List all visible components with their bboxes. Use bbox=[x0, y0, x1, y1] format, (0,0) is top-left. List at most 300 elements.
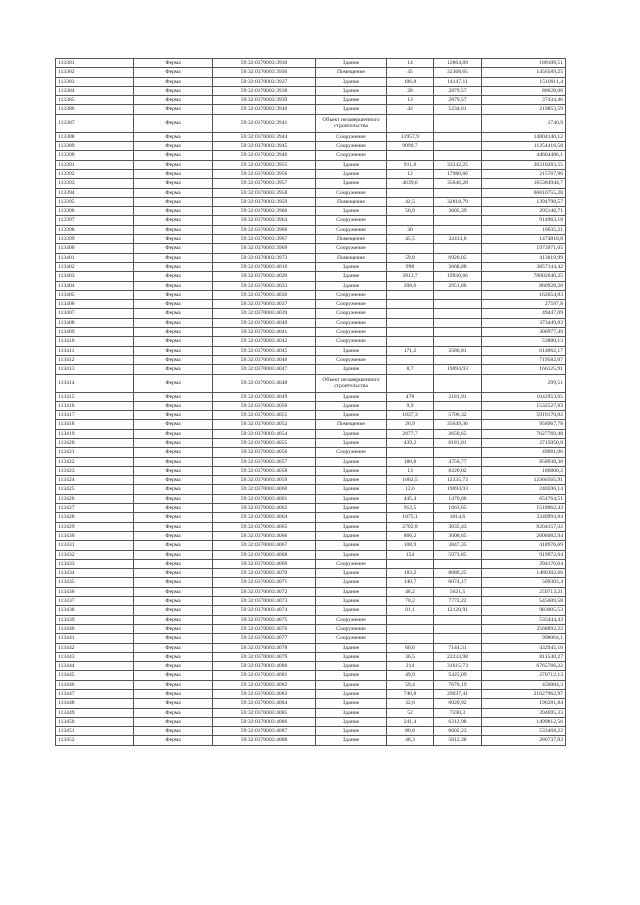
row-number-cell: 113412 bbox=[56, 355, 134, 364]
area-cell: 49,9 bbox=[387, 671, 434, 680]
cadastral-value-cell: 8204157,32 bbox=[482, 522, 566, 531]
cadastral-number-cell: 59:32:0370003:4070 bbox=[213, 569, 316, 578]
area-cell bbox=[387, 337, 434, 346]
cadastral-number-cell: 59:32:0370003:4050 bbox=[213, 401, 316, 410]
cadastral-value-cell: 106860,2 bbox=[482, 466, 566, 475]
area-cell bbox=[387, 374, 434, 392]
area-cell: 912,5 bbox=[387, 504, 434, 513]
row-number-cell: 113397 bbox=[56, 216, 134, 225]
object-type-cell: Здание bbox=[316, 569, 387, 578]
table-row bbox=[56, 132, 566, 141]
cadastral-value-cell: 270712,13 bbox=[482, 671, 566, 680]
object-name-cell: Ферма bbox=[134, 374, 213, 392]
cadastral-value-cell: 914963,18 bbox=[482, 216, 566, 225]
row-number-cell: 113436 bbox=[56, 587, 134, 596]
object-type-cell: Здание bbox=[316, 86, 387, 95]
area-cell: 11957,9 bbox=[387, 132, 434, 141]
area-cell: 26,9 bbox=[387, 420, 434, 429]
specific-value-cell: 5973,85 bbox=[434, 550, 482, 559]
cadastral-value-cell: 2715050,8 bbox=[482, 438, 566, 447]
object-type-cell: Здание bbox=[316, 652, 387, 661]
object-name-cell: Ферма bbox=[134, 429, 213, 438]
specific-value-cell: 12335,73 bbox=[434, 476, 482, 485]
specific-value-cell: 1470,06 bbox=[434, 494, 482, 503]
table-row bbox=[56, 485, 566, 494]
object-type-cell: Помещение bbox=[316, 420, 387, 429]
cadastral-value-cell: 205146,71 bbox=[482, 207, 566, 216]
cadastral-value-cell: 14804140,12 bbox=[482, 132, 566, 141]
row-number-cell: 113425 bbox=[56, 485, 134, 494]
specific-value-cell: 3847,35 bbox=[434, 541, 482, 550]
area-cell: 59,4 bbox=[387, 680, 434, 689]
specific-value-cell bbox=[434, 401, 482, 410]
row-number-cell: 113440 bbox=[56, 624, 134, 633]
cadastral-number-cell: 59:32:0370003:3939 bbox=[213, 96, 316, 105]
area-cell: 56,9 bbox=[387, 207, 434, 216]
cadastral-number-cell: 59:32:0370003:4052 bbox=[213, 420, 316, 429]
object-type-cell: Здание bbox=[316, 494, 387, 503]
object-name-cell: Ферма bbox=[134, 597, 213, 606]
cadastral-value-cell: 3240993,84 bbox=[482, 513, 566, 522]
specific-value-cell: 2879,57 bbox=[434, 96, 482, 105]
table-row bbox=[56, 142, 566, 151]
cadastral-value-cell: 413819,99 bbox=[482, 253, 566, 262]
area-cell: 911,8 bbox=[387, 160, 434, 169]
cadastral-number-cell: 59:32:0370003:4051 bbox=[213, 411, 316, 420]
cadastral-value-cell: 180108,51 bbox=[482, 59, 566, 68]
cadastral-value-cell: 6765766,22 bbox=[482, 662, 566, 671]
object-name-cell: Ферма bbox=[134, 531, 213, 540]
table-row bbox=[56, 550, 566, 559]
cadastral-number-cell: 59:32:0370003:4037 bbox=[213, 300, 316, 309]
cadastral-number-cell: 59:32:0370003:4076 bbox=[213, 624, 316, 633]
cadastral-value-cell: 456084,3 bbox=[482, 680, 566, 689]
area-cell: 866,2 bbox=[387, 531, 434, 540]
area-cell bbox=[387, 634, 434, 643]
area-cell: 60,6 bbox=[387, 643, 434, 652]
cadastral-value-cell: 1740,9 bbox=[482, 114, 566, 132]
cadastral-number-cell: 59:32:0370003:4062 bbox=[213, 504, 316, 513]
cadastral-value-cell: 1499812,56 bbox=[482, 717, 566, 726]
cadastral-number-cell: 59:32:0370003:4055 bbox=[213, 438, 316, 447]
table-row bbox=[56, 513, 566, 522]
cadastral-value-cell: 919972,04 bbox=[482, 550, 566, 559]
specific-value-cell: 6181,81 bbox=[434, 438, 482, 447]
row-number-cell: 113434 bbox=[56, 569, 134, 578]
object-name-cell: Ферма bbox=[134, 188, 213, 197]
row-number-cell: 113394 bbox=[56, 188, 134, 197]
area-cell: 81,1 bbox=[387, 606, 434, 615]
table-row bbox=[56, 179, 566, 188]
object-type-cell: Здание bbox=[316, 597, 387, 606]
row-number-cell: 113450 bbox=[56, 717, 134, 726]
object-name-cell: Ферма bbox=[134, 216, 213, 225]
specific-value-cell: 6920,05 bbox=[434, 253, 482, 262]
specific-value-cell bbox=[434, 300, 482, 309]
specific-value-cell: 7590,3 bbox=[434, 708, 482, 717]
area-cell: 80,8 bbox=[387, 727, 434, 736]
object-name-cell: Ферма bbox=[134, 77, 213, 86]
cadastral-value-cell: 432945,16 bbox=[482, 643, 566, 652]
cadastral-value-cell: 2606082,94 bbox=[482, 531, 566, 540]
object-name-cell: Ферма bbox=[134, 494, 213, 503]
cadastral-number-cell: 59:32:0370003:3936 bbox=[213, 68, 316, 77]
cadastral-number-cell: 59:32:0370003:3960 bbox=[213, 207, 316, 216]
area-cell: 14 bbox=[387, 59, 434, 68]
row-number-cell: 113426 bbox=[56, 494, 134, 503]
table-row bbox=[56, 197, 566, 206]
table-row bbox=[56, 86, 566, 95]
object-name-cell: Ферма bbox=[134, 624, 213, 633]
area-cell bbox=[387, 216, 434, 225]
cadastral-value-cell: 1394798,57 bbox=[482, 197, 566, 206]
cadastral-value-cell: 535444,43 bbox=[482, 615, 566, 624]
area-cell: 30 bbox=[387, 225, 434, 234]
table-row bbox=[56, 494, 566, 503]
row-number-cell: 113396 bbox=[56, 207, 134, 216]
table-row bbox=[56, 235, 566, 244]
object-name-cell: Ферма bbox=[134, 559, 213, 568]
row-number-cell: 113388 bbox=[56, 132, 134, 141]
cadastral-number-cell: 59:32:0370003:3959 bbox=[213, 197, 316, 206]
area-cell: 214 bbox=[387, 662, 434, 671]
cadastral-number-cell: 59:32:0370003:3955 bbox=[213, 160, 316, 169]
object-name-cell: Ферма bbox=[134, 114, 213, 132]
specific-value-cell: 3014,6 bbox=[434, 513, 482, 522]
specific-value-cell bbox=[434, 355, 482, 364]
row-number-cell: 113413 bbox=[56, 365, 134, 374]
table-row bbox=[56, 559, 566, 568]
cadastral-number-cell: 59:32:0370003:4084 bbox=[213, 699, 316, 708]
cadastral-number-cell: 59:32:0370003:4073 bbox=[213, 597, 316, 606]
table-row bbox=[56, 105, 566, 114]
specific-value-cell: 5234,61 bbox=[434, 105, 482, 114]
object-name-cell: Ферма bbox=[134, 346, 213, 355]
table-row bbox=[56, 671, 566, 680]
row-number-cell: 113390 bbox=[56, 151, 134, 160]
specific-value-cell bbox=[434, 634, 482, 643]
specific-value-cell bbox=[434, 216, 482, 225]
cadastral-number-cell: 59:32:0370003:3938 bbox=[213, 86, 316, 95]
specific-value-cell: 3586,81 bbox=[434, 346, 482, 355]
area-cell bbox=[387, 244, 434, 253]
cadastral-number-cell: 59:32:0370003:4020 bbox=[213, 272, 316, 281]
table-row bbox=[56, 401, 566, 410]
row-number-cell: 113421 bbox=[56, 448, 134, 457]
specific-value-cell: 5425,09 bbox=[434, 671, 482, 680]
object-type-cell: Сооружение bbox=[316, 244, 387, 253]
specific-value-cell: 4750,77 bbox=[434, 457, 482, 466]
row-number-cell: 113427 bbox=[56, 504, 134, 513]
cadastral-number-cell: 59:32:0370003:4087 bbox=[213, 727, 316, 736]
cadastral-value-cell: 1456589,25 bbox=[482, 68, 566, 77]
specific-value-cell: 22233,98 bbox=[434, 652, 482, 661]
row-number-cell: 113424 bbox=[56, 476, 134, 485]
table-row bbox=[56, 374, 566, 392]
area-cell: 46,2 bbox=[387, 587, 434, 596]
object-name-cell: Ферма bbox=[134, 86, 213, 95]
row-number-cell: 113452 bbox=[56, 736, 134, 745]
table-row bbox=[56, 680, 566, 689]
object-name-cell: Ферма bbox=[134, 197, 213, 206]
table-row bbox=[56, 504, 566, 513]
table-row bbox=[56, 188, 566, 197]
object-type-cell: Здание bbox=[316, 438, 387, 447]
row-number-cell: 113406 bbox=[56, 300, 134, 309]
object-type-cell: Сооружение bbox=[316, 559, 387, 568]
object-name-cell: Ферма bbox=[134, 476, 213, 485]
specific-value-cell: 7144,31 bbox=[434, 643, 482, 652]
table-row bbox=[56, 438, 566, 447]
object-name-cell: Ферма bbox=[134, 160, 213, 169]
cadastral-value-cell: 27597,8 bbox=[482, 300, 566, 309]
row-number-cell: 113415 bbox=[56, 392, 134, 401]
area-cell: 998 bbox=[387, 262, 434, 271]
cadastral-number-cell: 59:32:0370003:4039 bbox=[213, 309, 316, 318]
cadastral-value-cell: 998064,1 bbox=[482, 634, 566, 643]
specific-value-cell bbox=[434, 290, 482, 299]
table-row bbox=[56, 420, 566, 429]
cadastral-number-cell: 59:32:0370003:4082 bbox=[213, 680, 316, 689]
area-cell: 45 bbox=[387, 68, 434, 77]
row-number-cell: 113385 bbox=[56, 96, 134, 105]
specific-value-cell: 29037,41 bbox=[434, 690, 482, 699]
row-number-cell: 113399 bbox=[56, 235, 134, 244]
specific-value-cell bbox=[434, 374, 482, 392]
object-type-cell: Сооружение bbox=[316, 290, 387, 299]
table-row bbox=[56, 96, 566, 105]
specific-value-cell: 12120,91 bbox=[434, 606, 482, 615]
object-type-cell: Здание bbox=[316, 708, 387, 717]
specific-value-cell bbox=[434, 328, 482, 337]
table-row bbox=[56, 160, 566, 169]
object-type-cell: Здание bbox=[316, 680, 387, 689]
row-number-cell: 113422 bbox=[56, 457, 134, 466]
table-row bbox=[56, 328, 566, 337]
cadastral-number-cell: 59:32:0370003:4048 bbox=[213, 374, 316, 392]
object-type-cell: Здание bbox=[316, 77, 387, 86]
row-number-cell: 113451 bbox=[56, 727, 134, 736]
cadastral-value-cell: 614062,17 bbox=[482, 346, 566, 355]
row-number-cell: 113433 bbox=[56, 559, 134, 568]
row-number-cell: 113398 bbox=[56, 225, 134, 234]
row-number-cell: 113430 bbox=[56, 531, 134, 540]
object-type-cell: Здание bbox=[316, 401, 387, 410]
area-cell: 42,5 bbox=[387, 197, 434, 206]
cadastral-value-cell: 958967,78 bbox=[482, 420, 566, 429]
area-cell: 9090,7 bbox=[387, 142, 434, 151]
cadastral-number-cell: 59:32:0370003:4077 bbox=[213, 634, 316, 643]
table-row bbox=[56, 59, 566, 68]
table-row bbox=[56, 272, 566, 281]
table-row bbox=[56, 216, 566, 225]
object-type-cell: Здание bbox=[316, 504, 387, 513]
object-name-cell: Ферма bbox=[134, 541, 213, 550]
object-name-cell: Ферма bbox=[134, 717, 213, 726]
object-type-cell: Сооружение bbox=[316, 624, 387, 633]
table-row bbox=[56, 690, 566, 699]
table-row bbox=[56, 708, 566, 717]
cadastral-value-cell: 10635,21 bbox=[482, 225, 566, 234]
specific-value-cell bbox=[434, 132, 482, 141]
cadastral-number-cell: 59:32:0370003:4078 bbox=[213, 643, 316, 652]
area-cell bbox=[387, 559, 434, 568]
object-name-cell: Ферма bbox=[134, 68, 213, 77]
area-cell: 42 bbox=[387, 105, 434, 114]
cadastral-number-cell: 59:32:0370003:3945 bbox=[213, 142, 316, 151]
cadastral-value-cell: 78002640,25 bbox=[482, 272, 566, 281]
cadastral-value-cell: 509303,4 bbox=[482, 578, 566, 587]
cadastral-number-cell: 59:32:0370003:3941 bbox=[213, 114, 316, 132]
object-type-cell: Объект незавершенного строительства bbox=[316, 374, 387, 392]
cadastral-number-cell: 59:32:0370003:4056 bbox=[213, 448, 316, 457]
object-type-cell: Сооружение bbox=[316, 337, 387, 346]
object-type-cell: Здание bbox=[316, 96, 387, 105]
row-number-cell: 113411 bbox=[56, 346, 134, 355]
object-type-cell: Здание bbox=[316, 736, 387, 745]
object-name-cell: Ферма bbox=[134, 457, 213, 466]
cadastral-number-cell: 59:32:0370003:4059 bbox=[213, 476, 316, 485]
specific-value-cell: 1663,65 bbox=[434, 504, 482, 513]
object-name-cell: Ферма bbox=[134, 328, 213, 337]
object-type-cell: Здание bbox=[316, 541, 387, 550]
object-name-cell: Ферма bbox=[134, 587, 213, 596]
specific-value-cell: 3035,43 bbox=[434, 522, 482, 531]
cadastral-number-cell: 59:32:0370003:4042 bbox=[213, 337, 316, 346]
table-row bbox=[56, 346, 566, 355]
cadastral-number-cell: 59:32:0370003:4071 bbox=[213, 578, 316, 587]
area-cell bbox=[387, 300, 434, 309]
cadastral-value-cell: 1518062,43 bbox=[482, 504, 566, 513]
object-type-cell: Здание bbox=[316, 365, 387, 374]
cadastral-value-cell: 166125,91 bbox=[482, 365, 566, 374]
cadastral-number-cell: 59:32:0370003:4036 bbox=[213, 290, 316, 299]
cadastral-number-cell: 59:32:0370003:4041 bbox=[213, 328, 316, 337]
object-type-cell: Помещение bbox=[316, 235, 387, 244]
area-cell: 8,7 bbox=[387, 365, 434, 374]
table-row bbox=[56, 541, 566, 550]
object-name-cell: Ферма bbox=[134, 365, 213, 374]
cadastral-value-cell: 259713,21 bbox=[482, 587, 566, 596]
object-type-cell: Здание bbox=[316, 169, 387, 178]
area-cell bbox=[387, 309, 434, 318]
object-type-cell: Здание bbox=[316, 105, 387, 114]
specific-value-cell: 6020,92 bbox=[434, 699, 482, 708]
cadastral-number-cell: 59:32:0370003:3958 bbox=[213, 188, 316, 197]
table-row bbox=[56, 569, 566, 578]
specific-value-cell bbox=[434, 114, 482, 132]
area-cell: 4639,6 bbox=[387, 179, 434, 188]
cadastral-number-cell: 59:32:0370003:4065 bbox=[213, 522, 316, 531]
object-type-cell: Сооружение bbox=[316, 328, 387, 337]
cadastral-number-cell: 59:32:0370003:3946 bbox=[213, 151, 316, 160]
area-cell: 208,6 bbox=[387, 281, 434, 290]
table-row bbox=[56, 662, 566, 671]
area-cell: 9,9 bbox=[387, 401, 434, 410]
table-row bbox=[56, 643, 566, 652]
row-number-cell: 113428 bbox=[56, 513, 134, 522]
table-row bbox=[56, 448, 566, 457]
cadastral-value-cell: 1480302,66 bbox=[482, 569, 566, 578]
specific-value-cell: 8220,02 bbox=[434, 466, 482, 475]
row-number-cell: 113410 bbox=[56, 337, 134, 346]
cadastral-value-cell: 860928,28 bbox=[482, 281, 566, 290]
specific-value-cell: 32818,79 bbox=[434, 197, 482, 206]
table-row bbox=[56, 169, 566, 178]
object-name-cell: Ферма bbox=[134, 550, 213, 559]
object-name-cell: Ферма bbox=[134, 169, 213, 178]
row-number-cell: 113437 bbox=[56, 597, 134, 606]
object-name-cell: Ферма bbox=[134, 318, 213, 327]
cadastral-number-cell: 59:32:0370003:4040 bbox=[213, 318, 316, 327]
object-name-cell: Ферма bbox=[134, 569, 213, 578]
row-number-cell: 113393 bbox=[56, 179, 134, 188]
table-row bbox=[56, 309, 566, 318]
table-row bbox=[56, 253, 566, 262]
specific-value-cell bbox=[434, 624, 482, 633]
specific-value-cell: 19094,93 bbox=[434, 365, 482, 374]
cadastral-value-cell: 280737,83 bbox=[482, 736, 566, 745]
table-row bbox=[56, 457, 566, 466]
specific-value-cell: 7678,19 bbox=[434, 680, 482, 689]
specific-value-cell bbox=[434, 142, 482, 151]
row-number-cell: 113391 bbox=[56, 160, 134, 169]
area-cell bbox=[387, 318, 434, 327]
table-row bbox=[56, 114, 566, 132]
area-cell: 140,7 bbox=[387, 578, 434, 587]
object-name-cell: Ферма bbox=[134, 466, 213, 475]
object-name-cell: Ферма bbox=[134, 643, 213, 652]
object-type-cell: Здание bbox=[316, 531, 387, 540]
specific-value-cell: 32413,6 bbox=[434, 235, 482, 244]
table-row bbox=[56, 634, 566, 643]
object-name-cell: Ферма bbox=[134, 235, 213, 244]
table-row bbox=[56, 77, 566, 86]
object-type-cell: Сооружение bbox=[316, 132, 387, 141]
table-row bbox=[56, 727, 566, 736]
row-number-cell: 113409 bbox=[56, 328, 134, 337]
table-row bbox=[56, 615, 566, 624]
object-type-cell: Сооружение bbox=[316, 309, 387, 318]
table-row bbox=[56, 597, 566, 606]
table-row bbox=[56, 392, 566, 401]
specific-value-cell: 2879,57 bbox=[434, 86, 482, 95]
row-number-cell: 113443 bbox=[56, 652, 134, 661]
object-type-cell: Здание bbox=[316, 346, 387, 355]
cadastral-value-cell: 215767,96 bbox=[482, 169, 566, 178]
area-cell: 439,2 bbox=[387, 438, 434, 447]
object-type-cell: Помещение bbox=[316, 197, 387, 206]
table-row bbox=[56, 337, 566, 346]
row-number-cell: 113429 bbox=[56, 522, 134, 531]
cadastral-value-cell: 811540,27 bbox=[482, 652, 566, 661]
specific-value-cell bbox=[434, 615, 482, 624]
object-type-cell: Сооружение bbox=[316, 188, 387, 197]
area-cell: 180,8 bbox=[387, 457, 434, 466]
object-type-cell: Помещение bbox=[316, 68, 387, 77]
object-name-cell: Ферма bbox=[134, 606, 213, 615]
cadastral-value-cell: 394695,33 bbox=[482, 708, 566, 717]
cadastral-number-cell: 59:32:0370003:3967 bbox=[213, 235, 316, 244]
area-cell: 45,5 bbox=[387, 235, 434, 244]
row-number-cell: 113416 bbox=[56, 401, 134, 410]
object-type-cell: Здание bbox=[316, 485, 387, 494]
object-name-cell: Ферма bbox=[134, 727, 213, 736]
object-type-cell: Здание bbox=[316, 578, 387, 587]
area-cell bbox=[387, 328, 434, 337]
object-name-cell: Ферма bbox=[134, 615, 213, 624]
cadastral-value-cell: 219853,59 bbox=[482, 105, 566, 114]
